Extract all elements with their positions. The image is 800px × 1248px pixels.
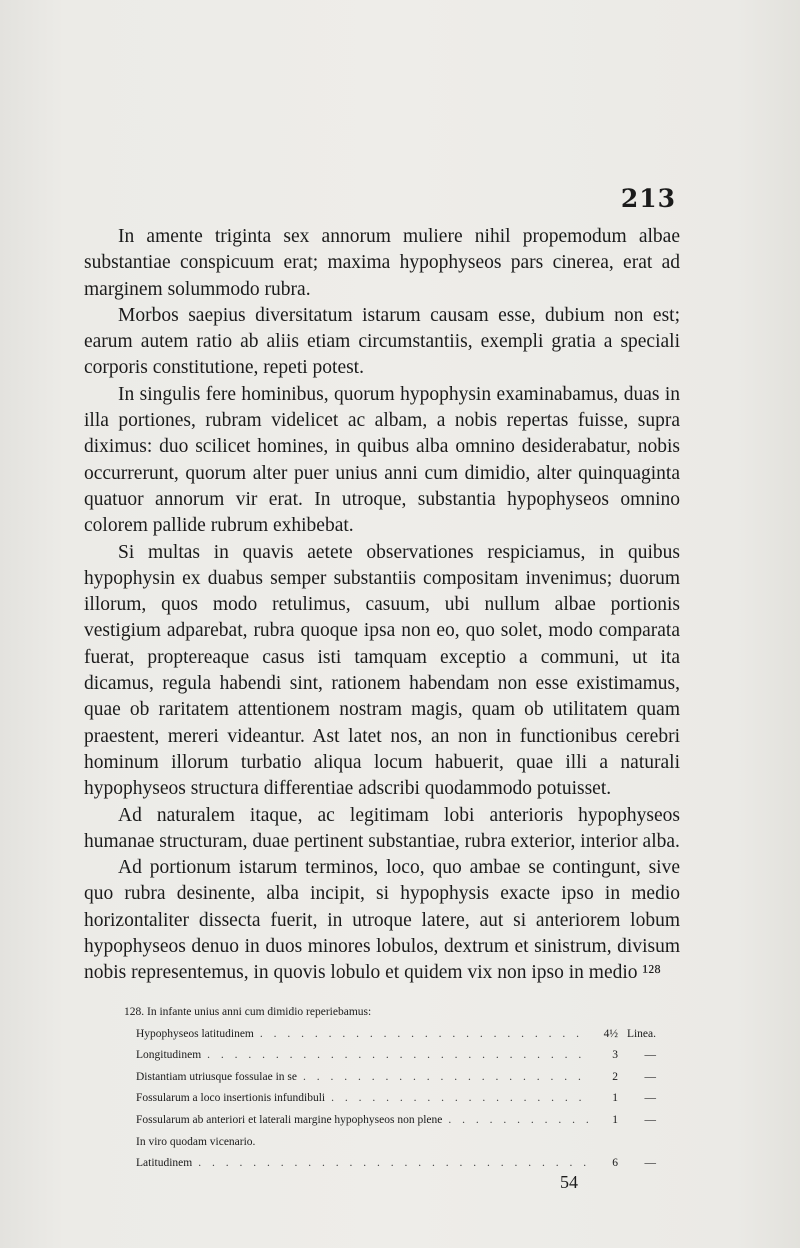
footnote-row-value: 2 bbox=[612, 1070, 618, 1083]
footnote-row-label: Distantiam utriusque fossulae in se bbox=[136, 1070, 297, 1083]
footnote-row-value: 4½ bbox=[603, 1027, 618, 1040]
footnote-block bbox=[124, 1002, 656, 1175]
footnote-row-value: 1 bbox=[612, 1113, 618, 1126]
footnote-row-label: Hypophyseos latitudinem bbox=[136, 1027, 254, 1040]
footnote-row bbox=[124, 1045, 656, 1067]
footnote-row bbox=[124, 1088, 656, 1110]
footnote-row bbox=[124, 1110, 656, 1132]
footnote-row-label: Longitudinem bbox=[136, 1049, 202, 1062]
dot-leader bbox=[207, 1045, 590, 1067]
footnote-row-value: 3 bbox=[612, 1049, 618, 1062]
footnote-subheading: In viro quodam vicenario. bbox=[136, 1135, 256, 1148]
paragraph: In amente triginta sex annorum muliere nihil propemodum albae substantiae conspicuum erat; maxima hypophyseos pars cinerea, erat ad marginem solummodo rubra. bbox=[84, 226, 680, 300]
footnote-row bbox=[124, 1067, 656, 1089]
paragraph: Si multas in quavis aetete observationes respiciamus, in quibus hypophysin ex duabus semper substantiis compositam invenimus; duorum illorum, quos modo retulimus, casuum, ubi nullum albae portionis vestigium adparebat, rubra quoque ipsa non eo, quo solet, modo comparata fuerat, proptereaque casus isti tamquam exceptio a communi, ut ita dicamus, regula habendi sint, rationem habendam non esse existimamus, quae ob raritatem attentionem nostram magis, quam ob utilitatem quam praestent, mereri videantur. Ast latet nos, an non in functionibus cerebri hominum illorum turbatio aliqua locum habuerit, quae illi a naturali hypophyseos structura differentiae adscribi quodammodo potuisset. bbox=[84, 541, 680, 800]
page-number: 213 bbox=[620, 184, 676, 213]
dot-leader bbox=[303, 1067, 590, 1089]
dot-leader bbox=[260, 1024, 590, 1046]
footnote-row-unit: — bbox=[644, 1092, 656, 1105]
footnote-row-label: Fossularum a loco insertionis infundibuli bbox=[136, 1092, 326, 1105]
footnote-row-unit: Linea. bbox=[626, 1027, 656, 1040]
footnote-row-unit: — bbox=[644, 1070, 656, 1083]
paragraph: In singulis fere hominibus, quorum hypophysin examinabamus, duas in illa portiones, rubram videlicet ac albam, a nobis repertas fuisse, supra diximus: duo scilicet homines, in quibus alba omnino desiderabatur, nobis occurrerunt, quorum alter puer unius anni cum dimidio, alter quinquaginta quatuor annorum vir erat. In utroque, substantia hypophyseos omnino colorem pallide rubrum exhibebat. bbox=[84, 383, 680, 537]
dot-leader bbox=[448, 1110, 590, 1132]
paragraph: Morbos saepius diversitatum istarum causam esse, dubium non est; earum autem ratio ab aliis etiam circumstantiis, exempli gratia a speciali corporis constitutione, repeti potest. bbox=[84, 304, 680, 379]
footnote-row-unit: — bbox=[644, 1049, 656, 1062]
footnote-row-unit: — bbox=[644, 1157, 656, 1170]
signature-mark: 54 bbox=[560, 1172, 578, 1192]
footnote-row bbox=[124, 1024, 656, 1046]
footnote-row-label: Fossularum ab anteriori et laterali margine hypophyseos non plene bbox=[136, 1113, 443, 1126]
footnote-row-value: 6 bbox=[612, 1157, 618, 1170]
footnote-row-unit: — bbox=[644, 1113, 656, 1126]
footnote-row-label: Latitudinem bbox=[136, 1157, 193, 1170]
paragraph: Ad portionum istarum terminos, loco, quo ambae se contingunt, sive quo rubra desinente, alba incipit, si hypophysis exacte ipso in medio horizontaliter dissecta fuerit, in utroque latere, aut si anteriorem lobum hypophyseos denuo in duos minores lobulos, dextrum et sinistrum, divisum nobis representemus, in quovis lobulo et quidem vix non ipso in medio ¹²⁸ bbox=[84, 857, 680, 984]
dot-leader bbox=[198, 1153, 590, 1175]
footnote-heading: 128. In infante unius anni cum dimidio reperiebamus: bbox=[124, 1006, 372, 1018]
dot-leader bbox=[331, 1088, 590, 1110]
body-text bbox=[84, 224, 680, 987]
paragraph: Ad naturalem itaque, ac legitimam lobi anterioris hypophyseos humanae structuram, duae pertinent substantiae, rubra exterior, interior alba. bbox=[84, 804, 680, 852]
footnote-row-value: 1 bbox=[612, 1092, 618, 1105]
